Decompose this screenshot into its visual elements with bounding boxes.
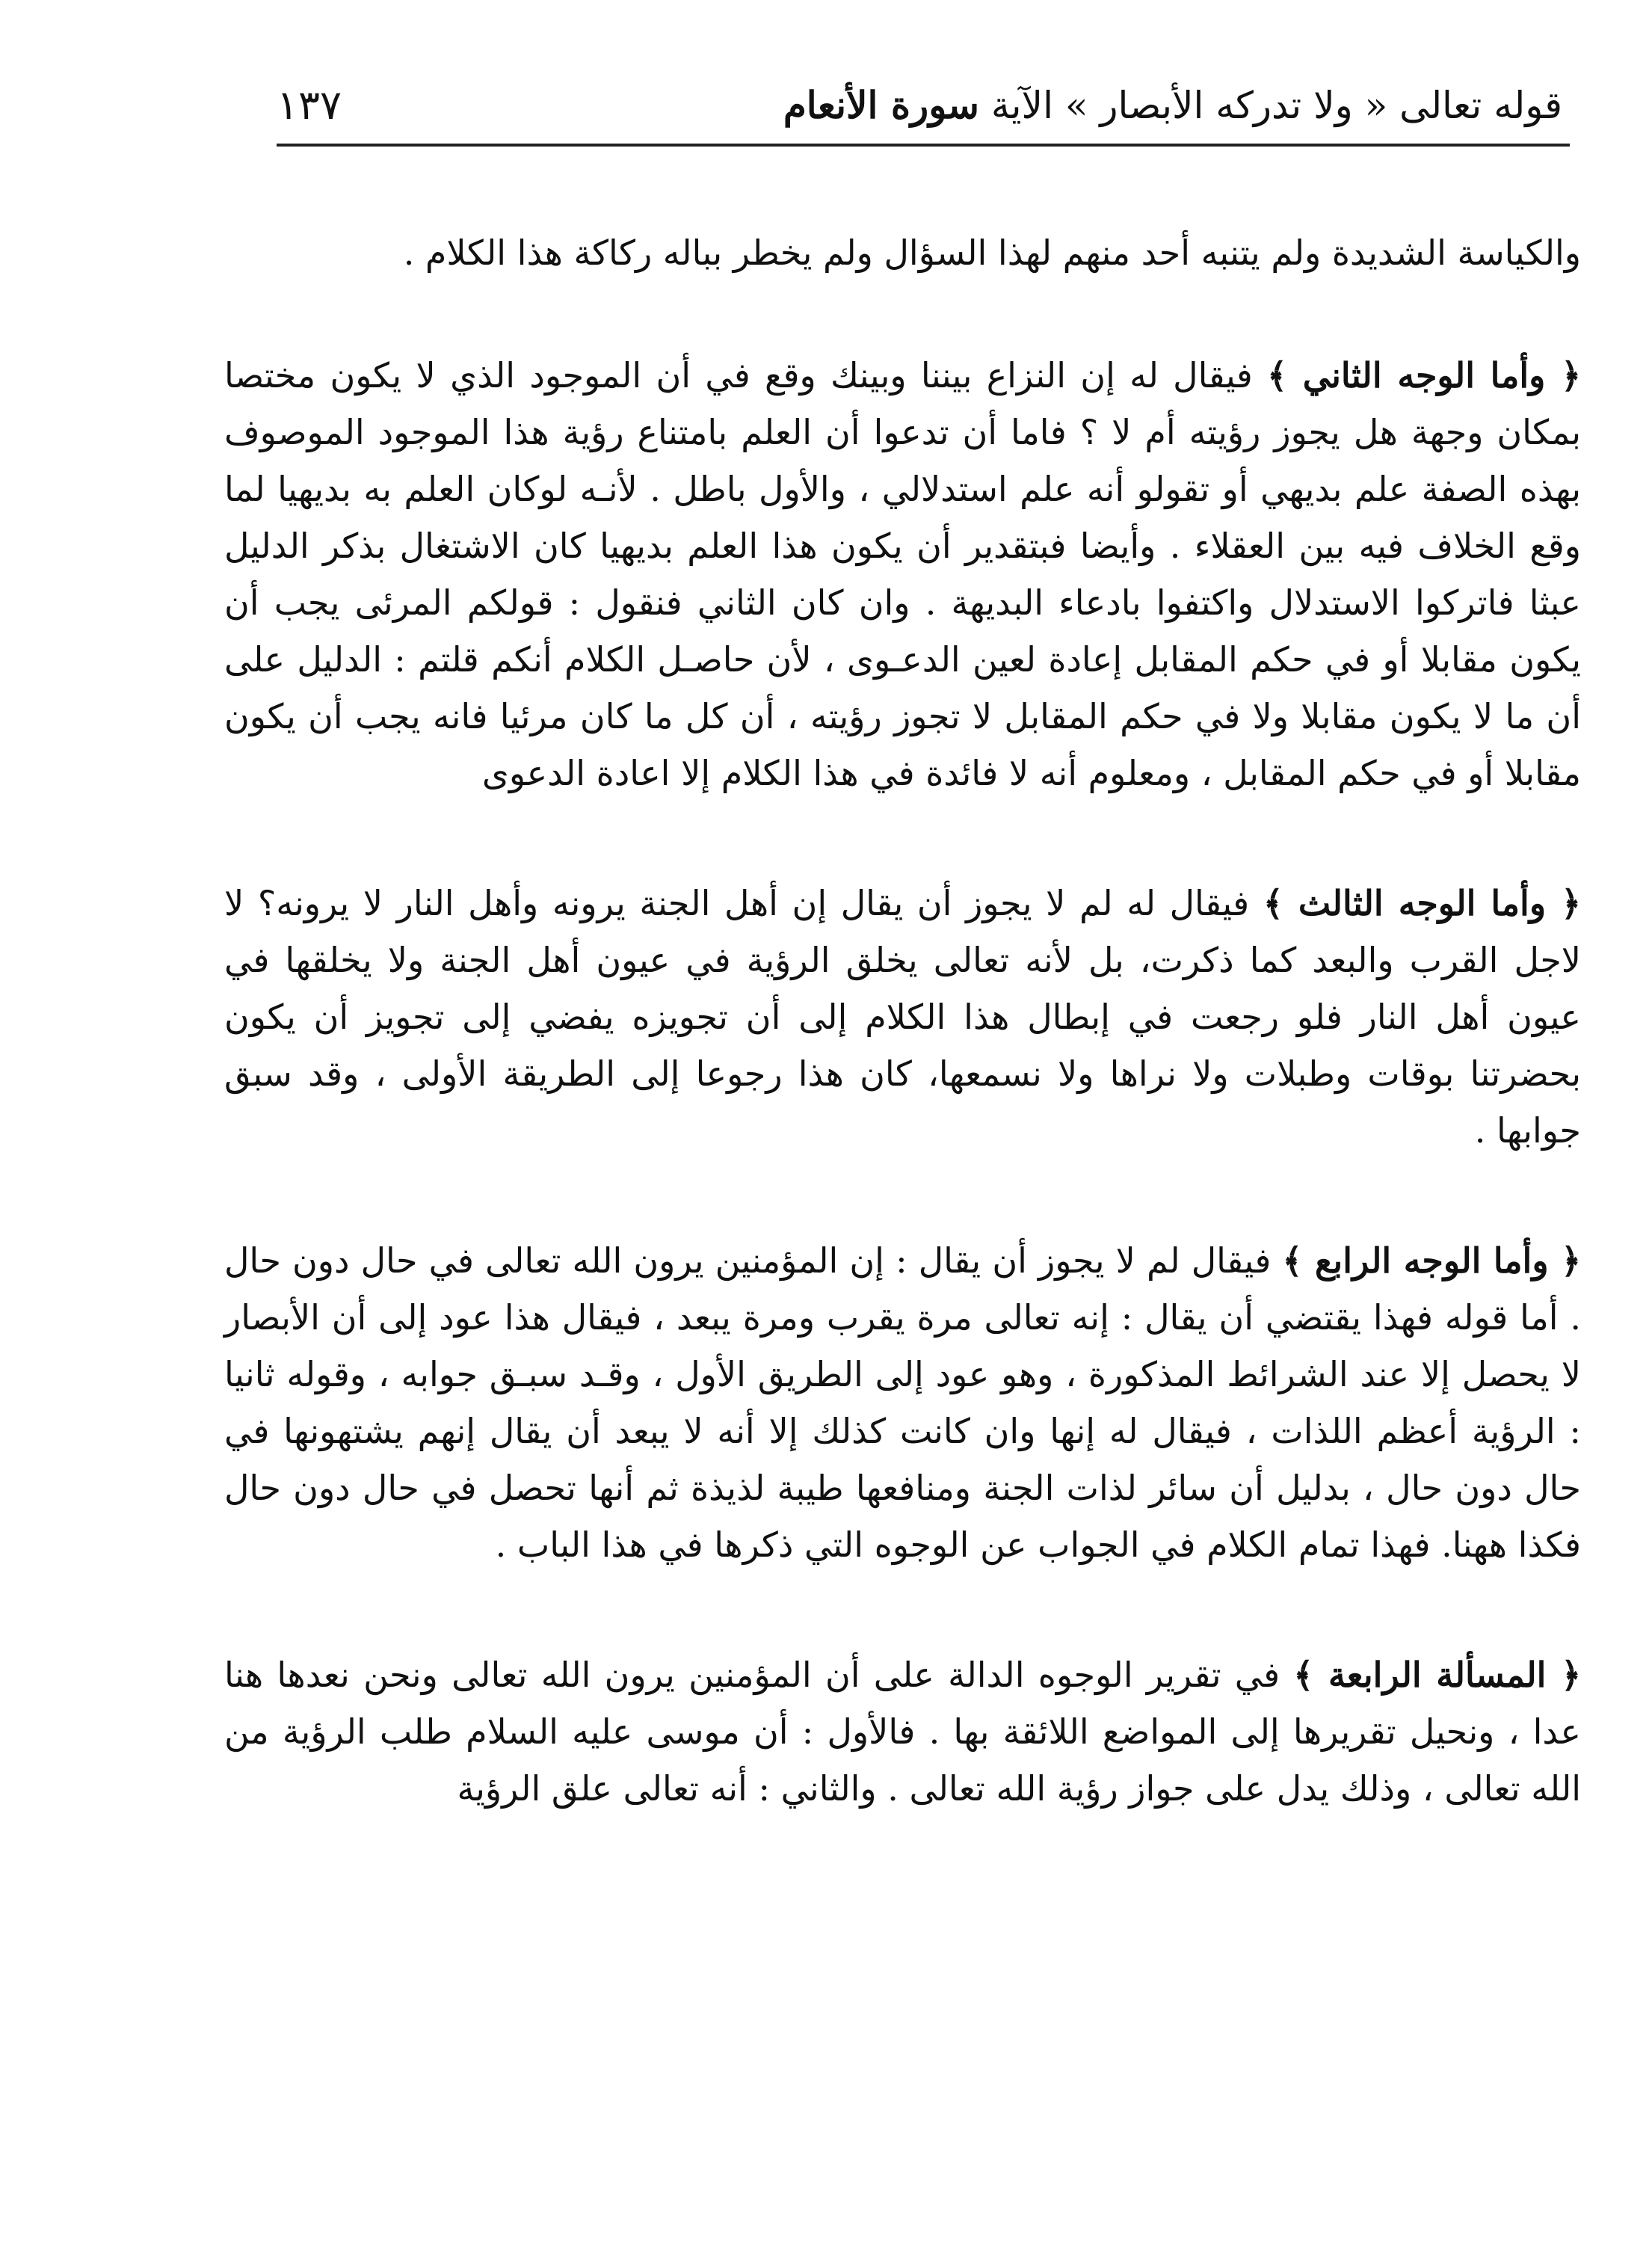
surah-name: سورة الأنعام — [783, 82, 979, 127]
running-header — [277, 67, 1562, 142]
paragraph-text: فيقال له إن النزاع بيننا وبينك وقع في أن الموجود الذي لا يكون مختصا بمكان وجهة هل يجوز رؤيته أم لا ؟ فاما أن تدعوا أن العلم بامتناع رؤية هذا الموجود الموصوف بهذه الصفة علم بديهي أو تقولو أنه علم استدلالي ، والأول باطل . لأنـه لوكان العلم به بديهيا لما وقع الخلاف فيه بين العقلاء . وأيضا فبتقدير أن يكون هذا العلم بديهيا كان الاشتغال بذكر الدليل عبثا فاتركوا الاستدلال واكتفوا بادعاء البديهة . وان كان الثاني فنقول : قولكم المرئى يجب أن يكون مقابلا أو في حكم المقابل إعادة لعين الدعـوى ، لأن حاصـل الكلام أنكم قلتم : الدليل على أن ما لا يكون مقابلا ولا في حكم المقابل لا تجوز رؤيته ، أن كل ما كان مرئيا فانه يجب أن يكون مقابلا أو في حكم المقابل ، ومعلوم أنه لا فائدة في هذا الكلام إلا اعادة الدعوى — [224, 355, 1581, 793]
paragraph — [224, 875, 1581, 1159]
paragraph-text: والكياسة الشديدة ولم يتنبه أحد منهم لهذا السؤال ولم يخطر بباله ركاكة هذا الكلام . — [403, 233, 1581, 273]
section-heading: ﴿ وأما الوجه الرابع ﴾ — [1282, 1240, 1582, 1281]
header-title — [783, 83, 1562, 127]
paragraph-text: في تقرير الوجوه الدالة على أن المؤمنين يرون الله تعالى ونحن نعدها هنا عدا ، ونحيل تقريرها إلى المواضع اللائقة بها . فالأول : أن موسى عليه السلام طلب الرؤية من الله تعالى ، وذلك يدل على جواز رؤية الله تعالى . والثاني : أنه تعالى علق الرؤية — [224, 1655, 1581, 1809]
paragraph-text: فيقال لم لا يجوز أن يقال : إن المؤمنين يرون الله تعالى في حال دون حال . أما قوله فهذا يقتضي أن يقال : إنه تعالى مرة يقرب ومرة يبعد ، فيقال هذا عود إلى أن الأبصار لا يحصل إلا عند الشرائط المذكورة ، وهو عود إلى الطريق الأول ، وقـد سبـق جوابه ، وقوله ثانيا : الرؤية أعظم اللذات ، فيقال له إنها وان كانت كذلك إلا أنه لا يبعد أن يقال إنهم يشتهونها في حال دون حال ، بدليل أن سائر لذات الجنة ومنافعها طيبة لذيذة ثم أنها تحصل في حال دون حال فكذا ههنا. فهذا تمام الكلام في الجواب عن الوجوه التي ذكرها في هذا الباب . — [224, 1240, 1582, 1565]
header-divider — [277, 144, 1570, 147]
paragraph — [224, 347, 1581, 802]
section-heading: ﴿ المسألة الرابعة ﴾ — [1293, 1655, 1582, 1695]
paragraph — [224, 1232, 1581, 1573]
paragraph — [224, 224, 1581, 281]
header-title-text: قوله تعالى « ولا تدركه الأبصار » الآية — [990, 83, 1562, 127]
paragraph-text: فيقال له لم لا يجوز أن يقال إن أهل الجنة يرونه وأهل النار لا يرونه؟ لا لاجل القرب والبعد كما ذكرت، بل لأنه تعالى يخلق الرؤية في عيون أهل الجنة ولا يخلقها في عيون أهل النار فلو رجعت في إبطال هذا الكلام إلى أن تجويزه يفضي إلى تجويز أن يكون بحضرتنا بوقات وطبلات ولا نراها ولا نسمعها، كان هذا رجوعا إلى الطريقة الأولى ، وقد سبق جوابها . — [224, 883, 1581, 1151]
body-text — [224, 224, 1581, 1890]
paragraph — [224, 1646, 1581, 1817]
section-heading: ﴿ وأما الوجه الثاني ﴾ — [1267, 355, 1582, 396]
section-heading: ﴿ وأما الوجه الثالث ﴾ — [1263, 883, 1582, 923]
page-number: ١٣٧ — [277, 81, 342, 129]
